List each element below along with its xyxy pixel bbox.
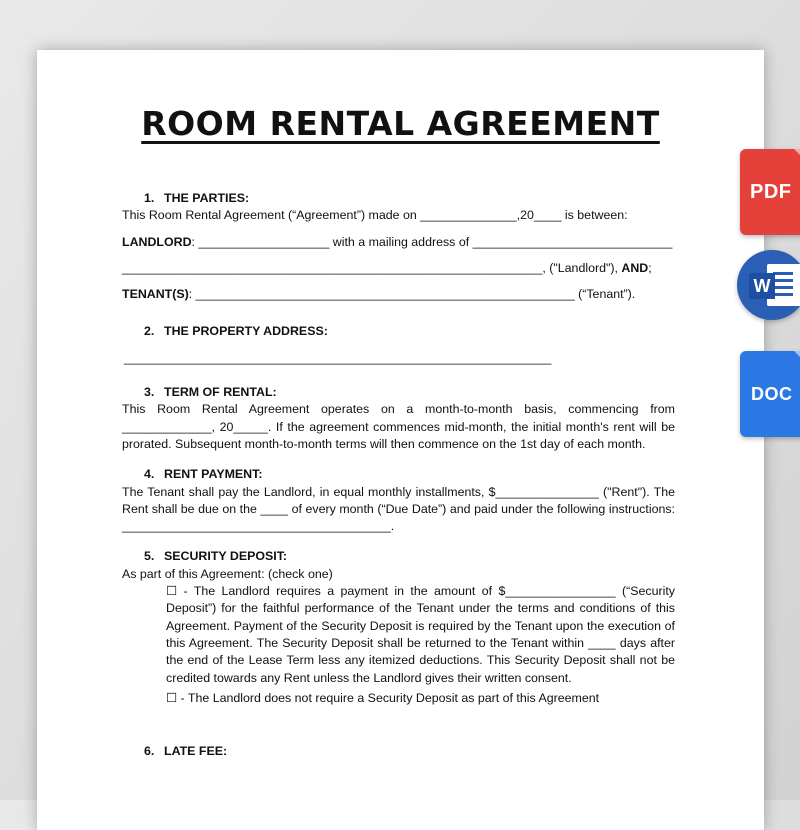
section-heading-late-fee: 6. LATE FEE: — [144, 744, 228, 759]
document-page — [37, 50, 764, 830]
deposit-intro: As part of this Agreement: (check one) — [122, 566, 333, 581]
landlord-line: LANDLORD: ___________________ with a mailing address of _____________________________ — [122, 234, 673, 249]
doc-format-badge — [740, 351, 800, 437]
deposit-option-not-required: ☐ - The Landlord does not require a Security Deposit as part of this Agreement — [166, 690, 600, 705]
section-heading-deposit: 5. SECURITY DEPOSIT: — [144, 549, 288, 564]
document-body — [122, 190, 675, 760]
property-address-line: ______________________________________________________________ — [124, 350, 552, 365]
landlord-continued-line: _____________________________________________________________, ("Landlord"), AND; — [122, 260, 652, 275]
rent-text: The Tenant shall pay the Landlord, in equal monthly installments, $_______________ ("Rent"). The Rent shall be due on the ____ of every month (“Due Date”) and paid under the following instructions: _______________________________________. — [122, 484, 675, 534]
microsoft-word-icon — [737, 250, 800, 320]
section-heading-property: 2. THE PROPERTY ADDRESS: — [144, 324, 328, 339]
tenant-line: TENANT(S): _______________________________________________________ (“Tenant”). — [122, 287, 636, 302]
section-heading-rent: 4. RENT PAYMENT: — [144, 467, 263, 482]
document-title: ROOM RENTAL AGREEMENT — [141, 104, 660, 143]
pdf-file-icon: PDF — [750, 180, 792, 203]
word-letter: W — [749, 273, 775, 299]
section-heading-term: 3. TERM OF RENTAL: — [144, 385, 277, 400]
deposit-option-required: ☐ - The Landlord requires a payment in the amount of $________________ (“Security Deposit”) for the faithful performance of the Tenant under the terms and conditions of this Agreement. Payment of the Security Deposit is required by the Tenant upon the execution of this Agreement. The Security Deposit shall be returned to the Tenant within ____ days after the end of the Lease Term less any itemized deductions. This Security Deposit shall not be credited towards any Rent unless the Landlord gives their written consent. — [166, 584, 675, 685]
parties-intro: This Room Rental Agreement (“Agreement”) made on ______________,20____ is between: — [122, 208, 628, 223]
doc-file-icon: DOC — [751, 383, 793, 404]
pdf-format-badge — [740, 149, 800, 235]
section-heading-parties: 1. THE PARTIES: — [144, 191, 250, 205]
term-text: This Room Rental Agreement operates on a month-to-month basis, commencing from _____________, 20_____. If the agreement commences mid-month, the initial month's rent will be prorated. Subsequent month-to-month terms will then commence on the 1st day of each month. — [122, 402, 675, 451]
